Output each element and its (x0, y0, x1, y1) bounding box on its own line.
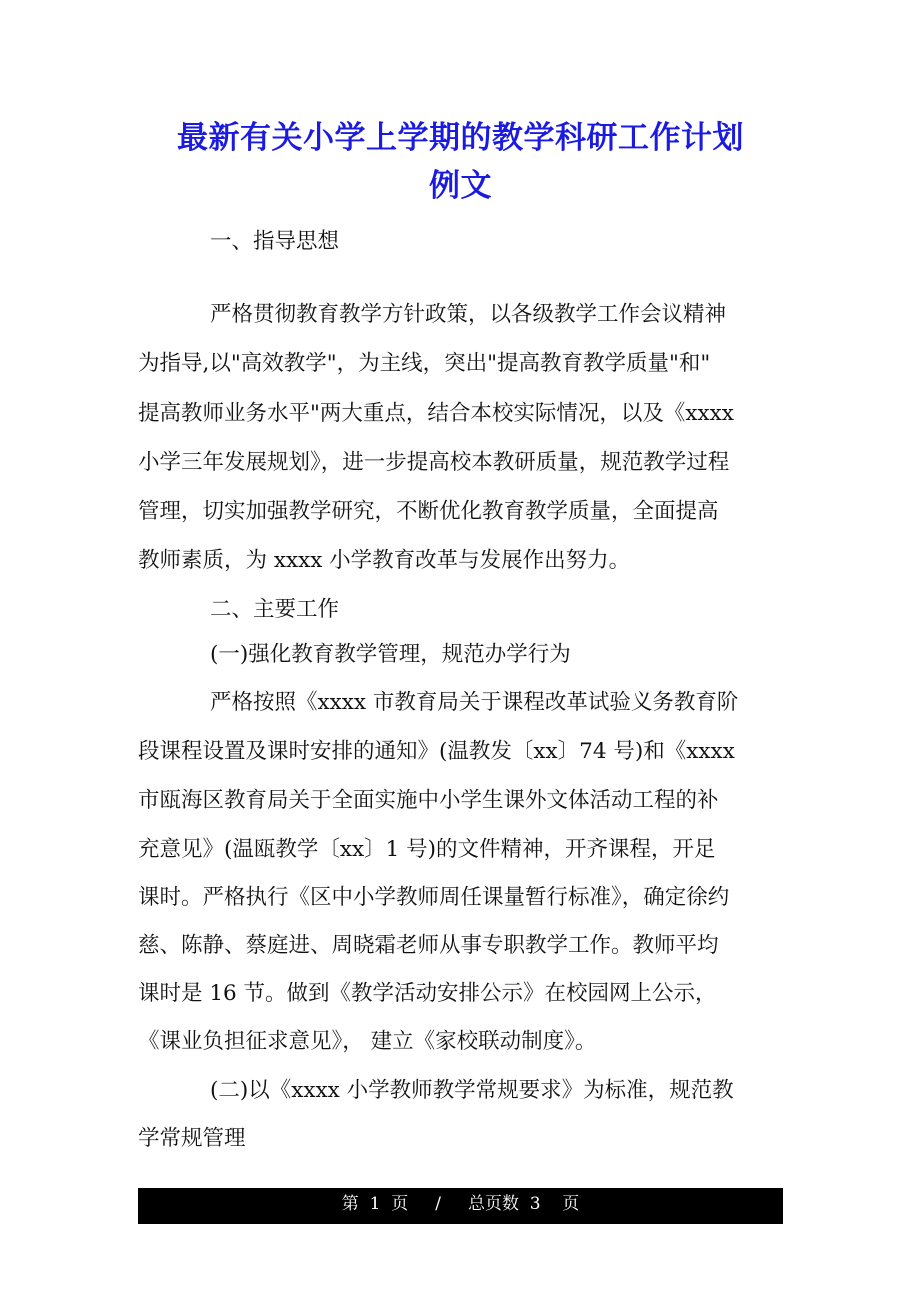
paragraph-line: 充意见》(温瓯教学〔xx〕1 号)的文件精神，开齐课程，开足 (138, 837, 716, 862)
document-title-line-2: 例文 (429, 168, 492, 204)
paragraph-line: 小学三年发展规划》，进一步提高校本教研质量，规范教学过程 (138, 450, 730, 475)
paragraph-line: 严格贯彻教育教学方针政策，以各级教学工作会议精神 (210, 302, 727, 327)
section-heading: 二、主要工作 (210, 597, 340, 622)
paragraph-line: 学常规管理 (138, 1126, 246, 1151)
paragraph-line: 教师素质，为 xxxx 小学教育改革与发展作出努力。 (138, 548, 631, 573)
paragraph-line: 管理，切实加强教学研究，不断优化教育教学质量，全面提高 (138, 499, 719, 524)
paragraph-line: 严格按照《xxxx 市教育局关于课程改革试验义务教育阶 (210, 690, 739, 715)
page-footer (138, 1188, 783, 1224)
subsection-heading: (一)强化教育教学管理，规范办学行为 (210, 642, 571, 667)
section-heading: 一、指导思想 (210, 229, 340, 254)
paragraph-line: 提高教师业务水平"两大重点，结合本校实际情况，以及《xxxx (138, 401, 734, 426)
paragraph-line: 《课业负担征求意见》， 建立《家校联动制度》。 (138, 1029, 597, 1054)
paragraph-line: 课时是 16 节。做到《教学活动安排公示》在校园网上公示， (138, 981, 717, 1006)
paragraph-line: 慈、陈静、蔡庭进、周晓霜老师从事专职教学工作。教师平均 (138, 933, 719, 958)
paragraph-line: 市瓯海区教育局关于全面实施中小学生课外文体活动工程的补 (138, 788, 719, 813)
document-title-line-1: 最新有关小学上学期的教学科研工作计划 (177, 120, 744, 156)
page-number-text: 第 1 页 / 总页数 3 页 (341, 1194, 580, 1214)
paragraph-line: 为指导,以"高效教学"，为主线，突出"提高教育教学质量"和" (138, 351, 711, 376)
paragraph-line: 段课程设置及课时安排的通知》(温教发〔xx〕74 号)和《xxxx (138, 739, 735, 764)
paragraph-line: 课时。严格执行《区中小学教师周任课量暂行标准》，确定徐约 (138, 885, 730, 910)
subsection-heading: (二)以《xxxx 小学教师教学常规要求》为标准，规范教 (210, 1078, 734, 1103)
